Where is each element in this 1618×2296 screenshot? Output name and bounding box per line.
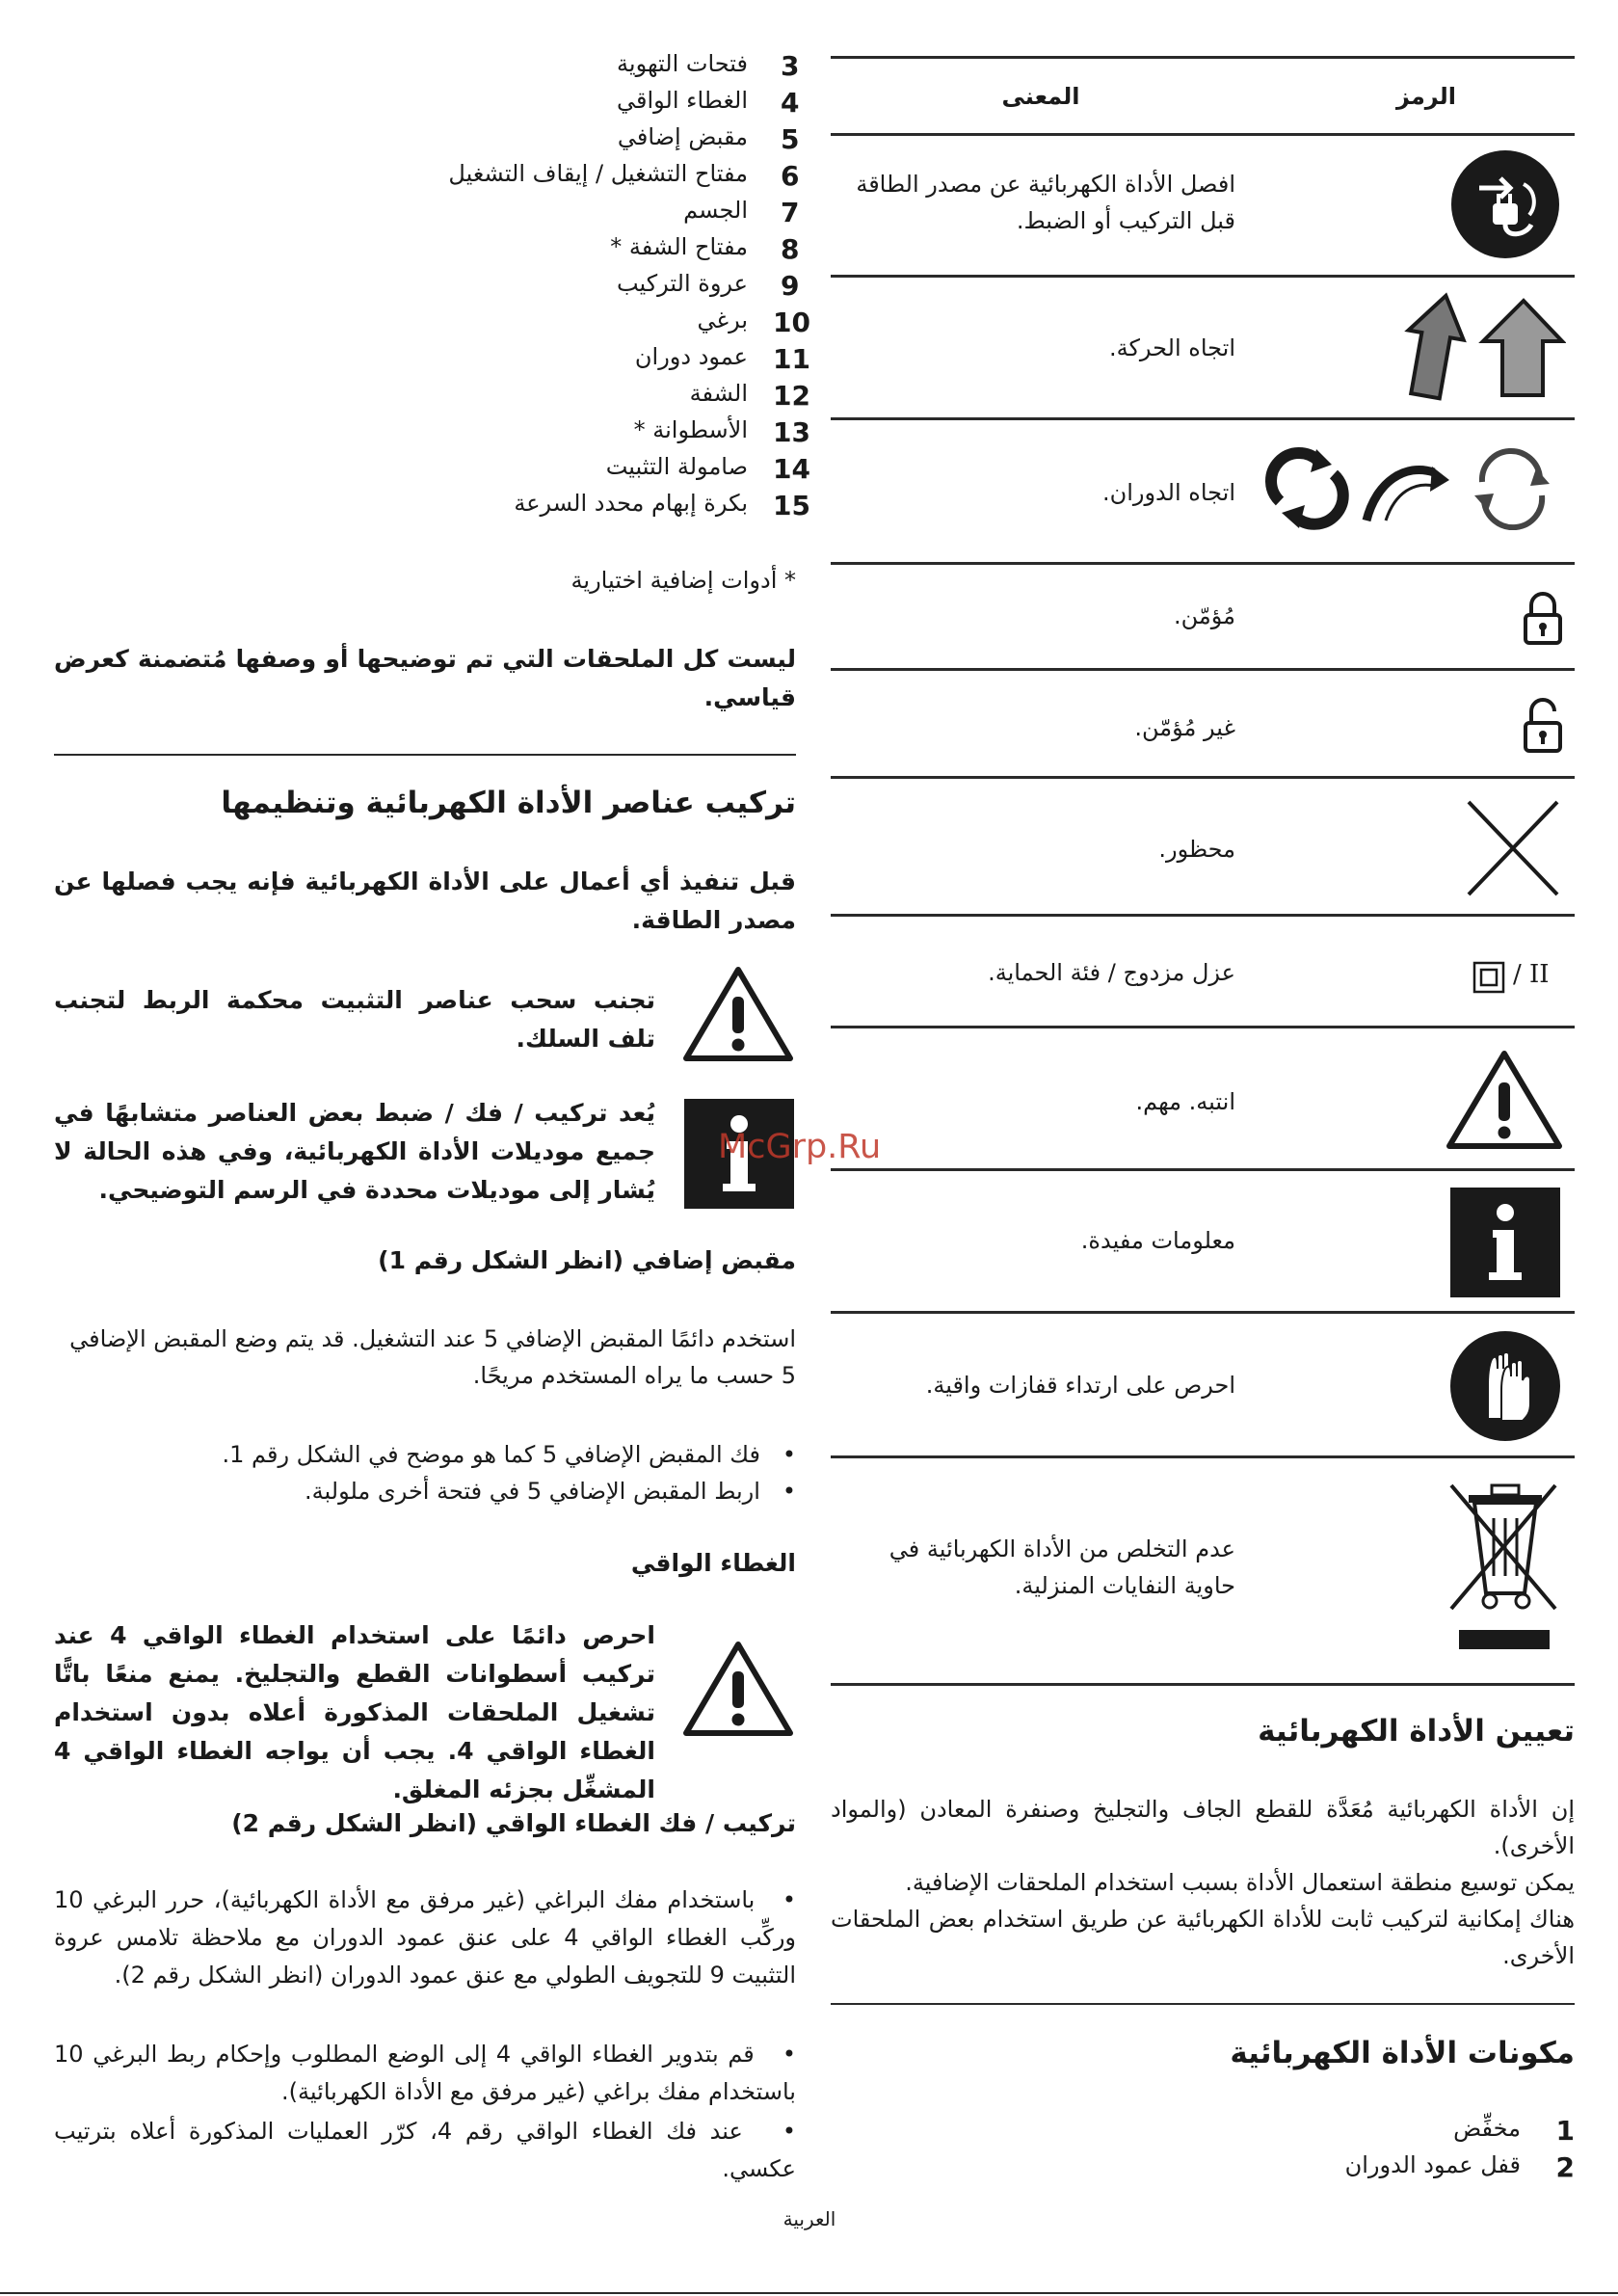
item-number: 1 (1555, 2115, 1575, 2147)
parts-legend-list (448, 50, 810, 532)
row-meaning: افصل الأداة الكهربائية عن مصدر الطاقة قبل التركيب أو الضبط. (856, 171, 1235, 234)
warning-icon (1444, 1048, 1565, 1152)
item-number: 10 (773, 307, 810, 338)
item-label: بكرة إبهام محدد السرعة (514, 490, 748, 517)
item-label: فتحات التهوية (617, 50, 748, 77)
row-meaning: عدم التخلص من الأداة الكهربائية في حاوية النفايات المنزلية. (889, 1535, 1235, 1599)
bullet-char: • (782, 2041, 796, 2068)
bullet-text: فك المقبض الإضافي 5 كما هو موضح في الشكل رقم 1. (222, 1441, 760, 1468)
bullet-item (54, 1882, 796, 1994)
paragraph: هناك إمكانية لتركيب ثابت للأداة الكهربائية عن طريق استخدام بعض الملحقات الأخرى. (831, 1906, 1575, 1969)
item-number: 8 (781, 233, 800, 265)
item-number: 4 (781, 87, 800, 119)
divider (831, 2003, 1575, 2005)
subsection-title: تركيب / فك الغطاء الواقي (انظر الشكل رقم 2) (231, 1809, 796, 1837)
item-label: عروة التركيب (616, 270, 748, 297)
subsection-title: مقبض إضافي (انظر الشكل رقم 1) (378, 1246, 796, 1274)
footer-rule (0, 2292, 1618, 2294)
row-divider (831, 1026, 1575, 1028)
lock-open-icon (1523, 694, 1565, 754)
list-item (448, 160, 800, 197)
cross-icon (1463, 796, 1563, 900)
row-divider (831, 1311, 1575, 1314)
list-item (482, 233, 800, 270)
table-top-rule (831, 56, 1575, 59)
bullet-char: • (782, 1478, 796, 1505)
list-item (482, 416, 810, 453)
item-label: الأسطوانة * (633, 416, 748, 443)
row-meaning: انتبه. مهم. (1135, 1088, 1235, 1115)
row-divider (831, 668, 1575, 671)
item-number: 14 (773, 453, 810, 485)
item-label: قفل عمود الدوران (1344, 2151, 1521, 2178)
row-meaning: مُؤمّن. (1173, 602, 1235, 629)
item-label: مفتاح الشفة * (610, 233, 748, 260)
paragraph: إن الأداة الكهربائية مُعَدَّة للقطع الجاف والتجليخ وصنفرة المعادن (والمواد الأخرى). (831, 1796, 1575, 1859)
row-divider (831, 133, 1575, 136)
item-number: 2 (1555, 2151, 1575, 2183)
row-divider (831, 1455, 1575, 1458)
item-label: الشفة (689, 380, 748, 407)
warning-text: احرص دائمًا على استخدام الغطاء الواقي 4 عند تركيب أسطوانات القطع والتجليخ. يمنع منعًا باتًّا تشغيل الملحقات المذكورة أعلاه بدون استخدام الغطاء الواقي 4. يجب أن يواجه الغطاء الواقي 4 المشغِّل بجزئه المغلق. (54, 1621, 655, 1803)
bullet-item (54, 1436, 796, 1473)
row-divider (831, 914, 1575, 917)
list-item (1253, 2151, 1575, 2188)
warning-text: تجنب سحب عناصر التثبيت محكمة الربط لتجنب تلف السلك. (54, 986, 655, 1053)
bullet-text: اربط المقبض الإضافي 5 في فتحة أخرى ملولبة. (305, 1478, 760, 1505)
subsection-title: الغطاء الواقي (630, 1549, 796, 1577)
class-ii-label: II / (1513, 960, 1550, 989)
item-label: برغي (697, 307, 748, 334)
table-header-meaning: المعنى (1001, 83, 1080, 110)
bullet-text: قم بتدوير الغطاء الواقي 4 إلى الوضع المطلوب وإحكام ربط البرغي 10 باستخدام مفك براغي (غير مرفق مع الأداة الكهربائية). (54, 2041, 796, 2105)
table-header-symbol: الرمز (1396, 83, 1456, 110)
arrows-up-icon (1402, 289, 1566, 401)
row-meaning: اتجاه الحركة. (1109, 334, 1235, 361)
paragraph: يمكن توسيع منطقة استعمال الأداة بسبب استخدام الملحقات الإضافية. (905, 1869, 1575, 1896)
row-meaning: اتجاه الدوران. (1101, 479, 1235, 506)
row-meaning: احرص على ارتداء قفازات واقية. (925, 1372, 1235, 1399)
item-number: 15 (773, 490, 810, 521)
row-meaning: معلومات مفيدة. (1080, 1227, 1235, 1254)
warning-icon (680, 964, 796, 1064)
info-icon (1450, 1188, 1560, 1297)
item-label: مقبض إضافي (617, 123, 748, 150)
optional-note: * أدوات إضافية اختيارية (570, 567, 796, 594)
unplug-icon (1450, 149, 1560, 259)
item-label: مفتاح التشغيل / إيقاف التشغيل (448, 160, 748, 187)
item-number: 6 (781, 160, 800, 192)
item-number: 9 (781, 270, 800, 302)
rotation-arrows-icon (1260, 443, 1567, 530)
accessories-note: ليست كل الملحقات التي تم توضيحها أو وصفها مُتضمنة كعرض قياسي. (54, 645, 796, 711)
table-bottom-rule (831, 1683, 1575, 1686)
item-number: 12 (773, 380, 810, 412)
bullet-item (54, 1473, 796, 1509)
item-number: 3 (781, 50, 800, 82)
section-title: مكونات الأداة الكهربائية (1230, 2036, 1575, 2070)
row-divider (831, 275, 1575, 278)
item-number: 13 (773, 416, 810, 448)
warning-icon (680, 1639, 796, 1739)
row-meaning: غير مُؤمّن. (1134, 714, 1235, 741)
row-meaning: محظور. (1158, 836, 1235, 863)
row-meaning: عزل مزدوج / فئة الحماية. (988, 959, 1235, 986)
bullet-text: عند فك الغطاء الواقي رقم 4، كرّر العمليات المذكورة أعلاه بترتيب عكسي. (54, 2118, 796, 2182)
list-item (482, 343, 810, 380)
divider (54, 754, 796, 756)
paragraph-line: 5 حسب ما يراه المستخدم مريحًا. (472, 1362, 796, 1389)
bullet-char: • (782, 1886, 796, 1913)
paragraph-line: استخدم دائمًا المقبض الإضافي 5 عند التشغيل. قد يتم وضع المقبض الإضافي (69, 1325, 796, 1352)
weee-bin-icon (1446, 1480, 1561, 1653)
list-item (482, 453, 810, 490)
item-number: 5 (781, 123, 800, 155)
list-item (482, 380, 810, 416)
double-insulation-icon (1472, 961, 1505, 994)
row-divider (831, 776, 1575, 779)
item-label: الغطاء الواقي (617, 87, 748, 114)
row-divider (831, 417, 1575, 420)
bullet-char: • (782, 2118, 796, 2145)
info-text: يُعد تركيب / فك / ضبط بعض العناصر متشابهًا في جميع موديلات الأداة الكهربائية، وفي هذه الحالة لا يُشار إلى موديلات محددة في الرسم التوضيحي. (54, 1099, 655, 1204)
list-item (482, 87, 800, 123)
item-number: 7 (781, 197, 800, 228)
row-divider (831, 562, 1575, 565)
item-number: 11 (773, 343, 810, 375)
bullet-char: • (782, 1441, 796, 1468)
bullet-text: باستخدام مفك البراغي (غير مرفق مع الأداة الكهربائية)، حرر البرغي 10 وركِّب الغطاء الواقي 4 على عنق عمود الدوران مع ملاحظة تلامس عروة التثبيت 9 للتجويف الطولي مع عنق عمود الدوران (انظر الشكل رقم 2). (54, 1886, 796, 1989)
item-label: الجسم (683, 197, 748, 224)
list-item (1253, 2115, 1575, 2151)
bullet-item (54, 2036, 796, 2111)
list-item (482, 270, 800, 307)
list-item (482, 197, 800, 233)
list-item (482, 490, 810, 526)
item-label: صامولة التثبيت (605, 453, 748, 480)
lock-closed-icon (1523, 590, 1563, 646)
item-label: عمود دوران (634, 343, 748, 370)
item-label: مخفِّض (1453, 2115, 1521, 2142)
row-divider (831, 1168, 1575, 1171)
page-footer-language: العربية (782, 2207, 836, 2230)
section-title: تركيب عناصر الأداة الكهربائية وتنظيمها (221, 786, 796, 820)
list-item (482, 50, 800, 87)
gloves-icon (1449, 1330, 1561, 1442)
section-title: تعيين الأداة الكهربائية (1258, 1714, 1575, 1749)
list-item (482, 307, 810, 343)
list-item (482, 123, 800, 160)
section-intro: قبل تنفيذ أي أعمال على الأداة الكهربائية فإنه يجب فصلها عن مصدر الطاقة. (54, 868, 796, 934)
watermark: McGrp.Ru (718, 1128, 882, 1166)
bullet-item (54, 2113, 796, 2188)
